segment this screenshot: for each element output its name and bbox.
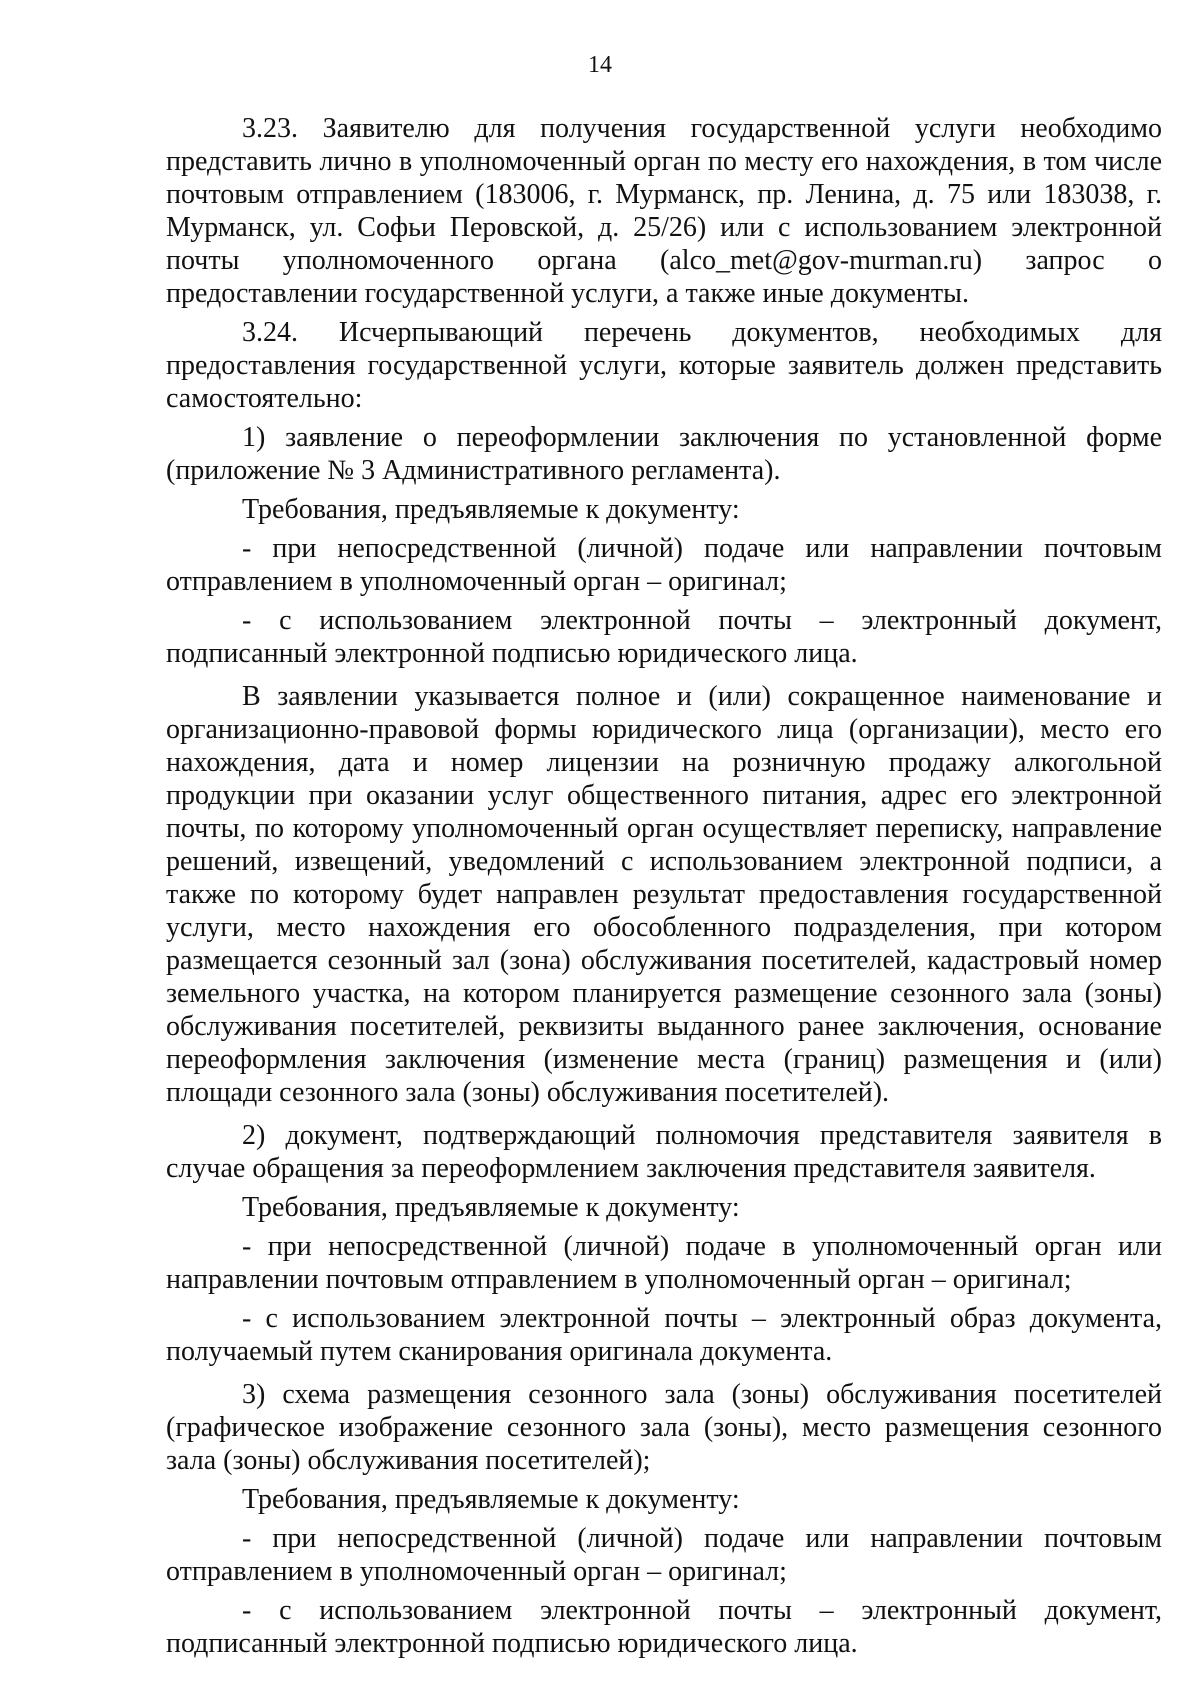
requirement-3-electronic: - с использованием электронной почты – электронный документ, подписанный электронной подписью юридического лица. <box>166 1595 1162 1659</box>
list-item-1: 1) заявление о переоформлении заключения по установленной форме (приложение № 3 Административного регламента). <box>166 422 1162 486</box>
document-body <box>166 112 1162 1660</box>
paragraph-3-23: 3.23. Заявителю для получения государственной услуги необходимо представить лично в уполномоченный орган по месту его нахождения, в том числе почтовым отправлением (183006, г. Мурманск, пр. Ленина, д. 75 или 183038, г. Мурманск, ул. Софьи Перовской, д. 25/26) или с использованием электронной почты уполномоченного органа (alco_met@gov-murman.ru) запрос о предоставлении государственной услуги, а также иные документы. <box>166 113 1162 309</box>
requirement-2-electronic: - с использованием электронной почты – электронный образ документа, получаемый путем сканирования оригинала документа. <box>166 1303 1162 1367</box>
requirement-3-original: - при непосредственной (личной) подаче или направлении почтовым отправлением в уполномоченный орган – оригинал; <box>166 1523 1162 1587</box>
list-item-3: 3) схема размещения сезонного зала (зоны) обслуживания посетителей (графическое изображение сезонного зала (зоны), место размещения сезонного зала (зоны) обслуживания посетителей); <box>166 1379 1162 1476</box>
requirement-2-original: - при непосредственной (личной) подаче в уполномоченный орган или направлении почтовым отправлением в уполномоченный орган – оригинал; <box>166 1231 1162 1295</box>
paragraph-3-24: 3.24. Исчерпывающий перечень документов, необходимых для предоставления государственной услуги, которые заявитель должен представить самостоятельно: <box>166 317 1162 414</box>
page-number: 14 <box>588 52 612 78</box>
requirements-heading-2: Требования, предъявляемые к документу: <box>242 1192 740 1223</box>
requirements-heading-1: Требования, предъявляемые к документу: <box>242 494 740 525</box>
list-item-2: 2) документ, подтверждающий полномочия представителя заявителя в случае обращения за переоформлением заключения представителя заявителя. <box>166 1120 1162 1184</box>
requirement-1-electronic: - с использованием электронной почты – электронный документ, подписанный электронной подписью юридического лица. <box>166 605 1162 669</box>
requirements-heading-3: Требования, предъявляемые к документу: <box>242 1484 740 1515</box>
requirement-1-original: - при непосредственной (личной) подаче или направлении почтовым отправлением в уполномоченный орган – оригинал; <box>166 533 1162 597</box>
application-content-paragraph: В заявлении указывается полное и (или) сокращенное наименование и организационно-правовой формы юридического лица (организации), место его нахождения, дата и номер лицензии на розничную продажу алкогольной продукции при оказании услуг общественного питания, адрес его электронной почты, по которому уполномоченный орган осуществляет переписку, направление решений, извещений, уведомлений с использованием электронной подписи, а также по которому будет направлен результат предоставления государственной услуги, место нахождения его обособленного подразделения, при котором размещается сезонный зал (зона) обслуживания посетителей, кадастровый номер земельного участка, на котором планируется размещение сезонного зала (зоны) обслуживания посетителей, реквизиты выданного ранее заключения, основание переоформления заключения (изменение места (границ) размещения и (или) площади сезонного зала (зоны) обслуживания посетителей). <box>166 681 1162 1108</box>
